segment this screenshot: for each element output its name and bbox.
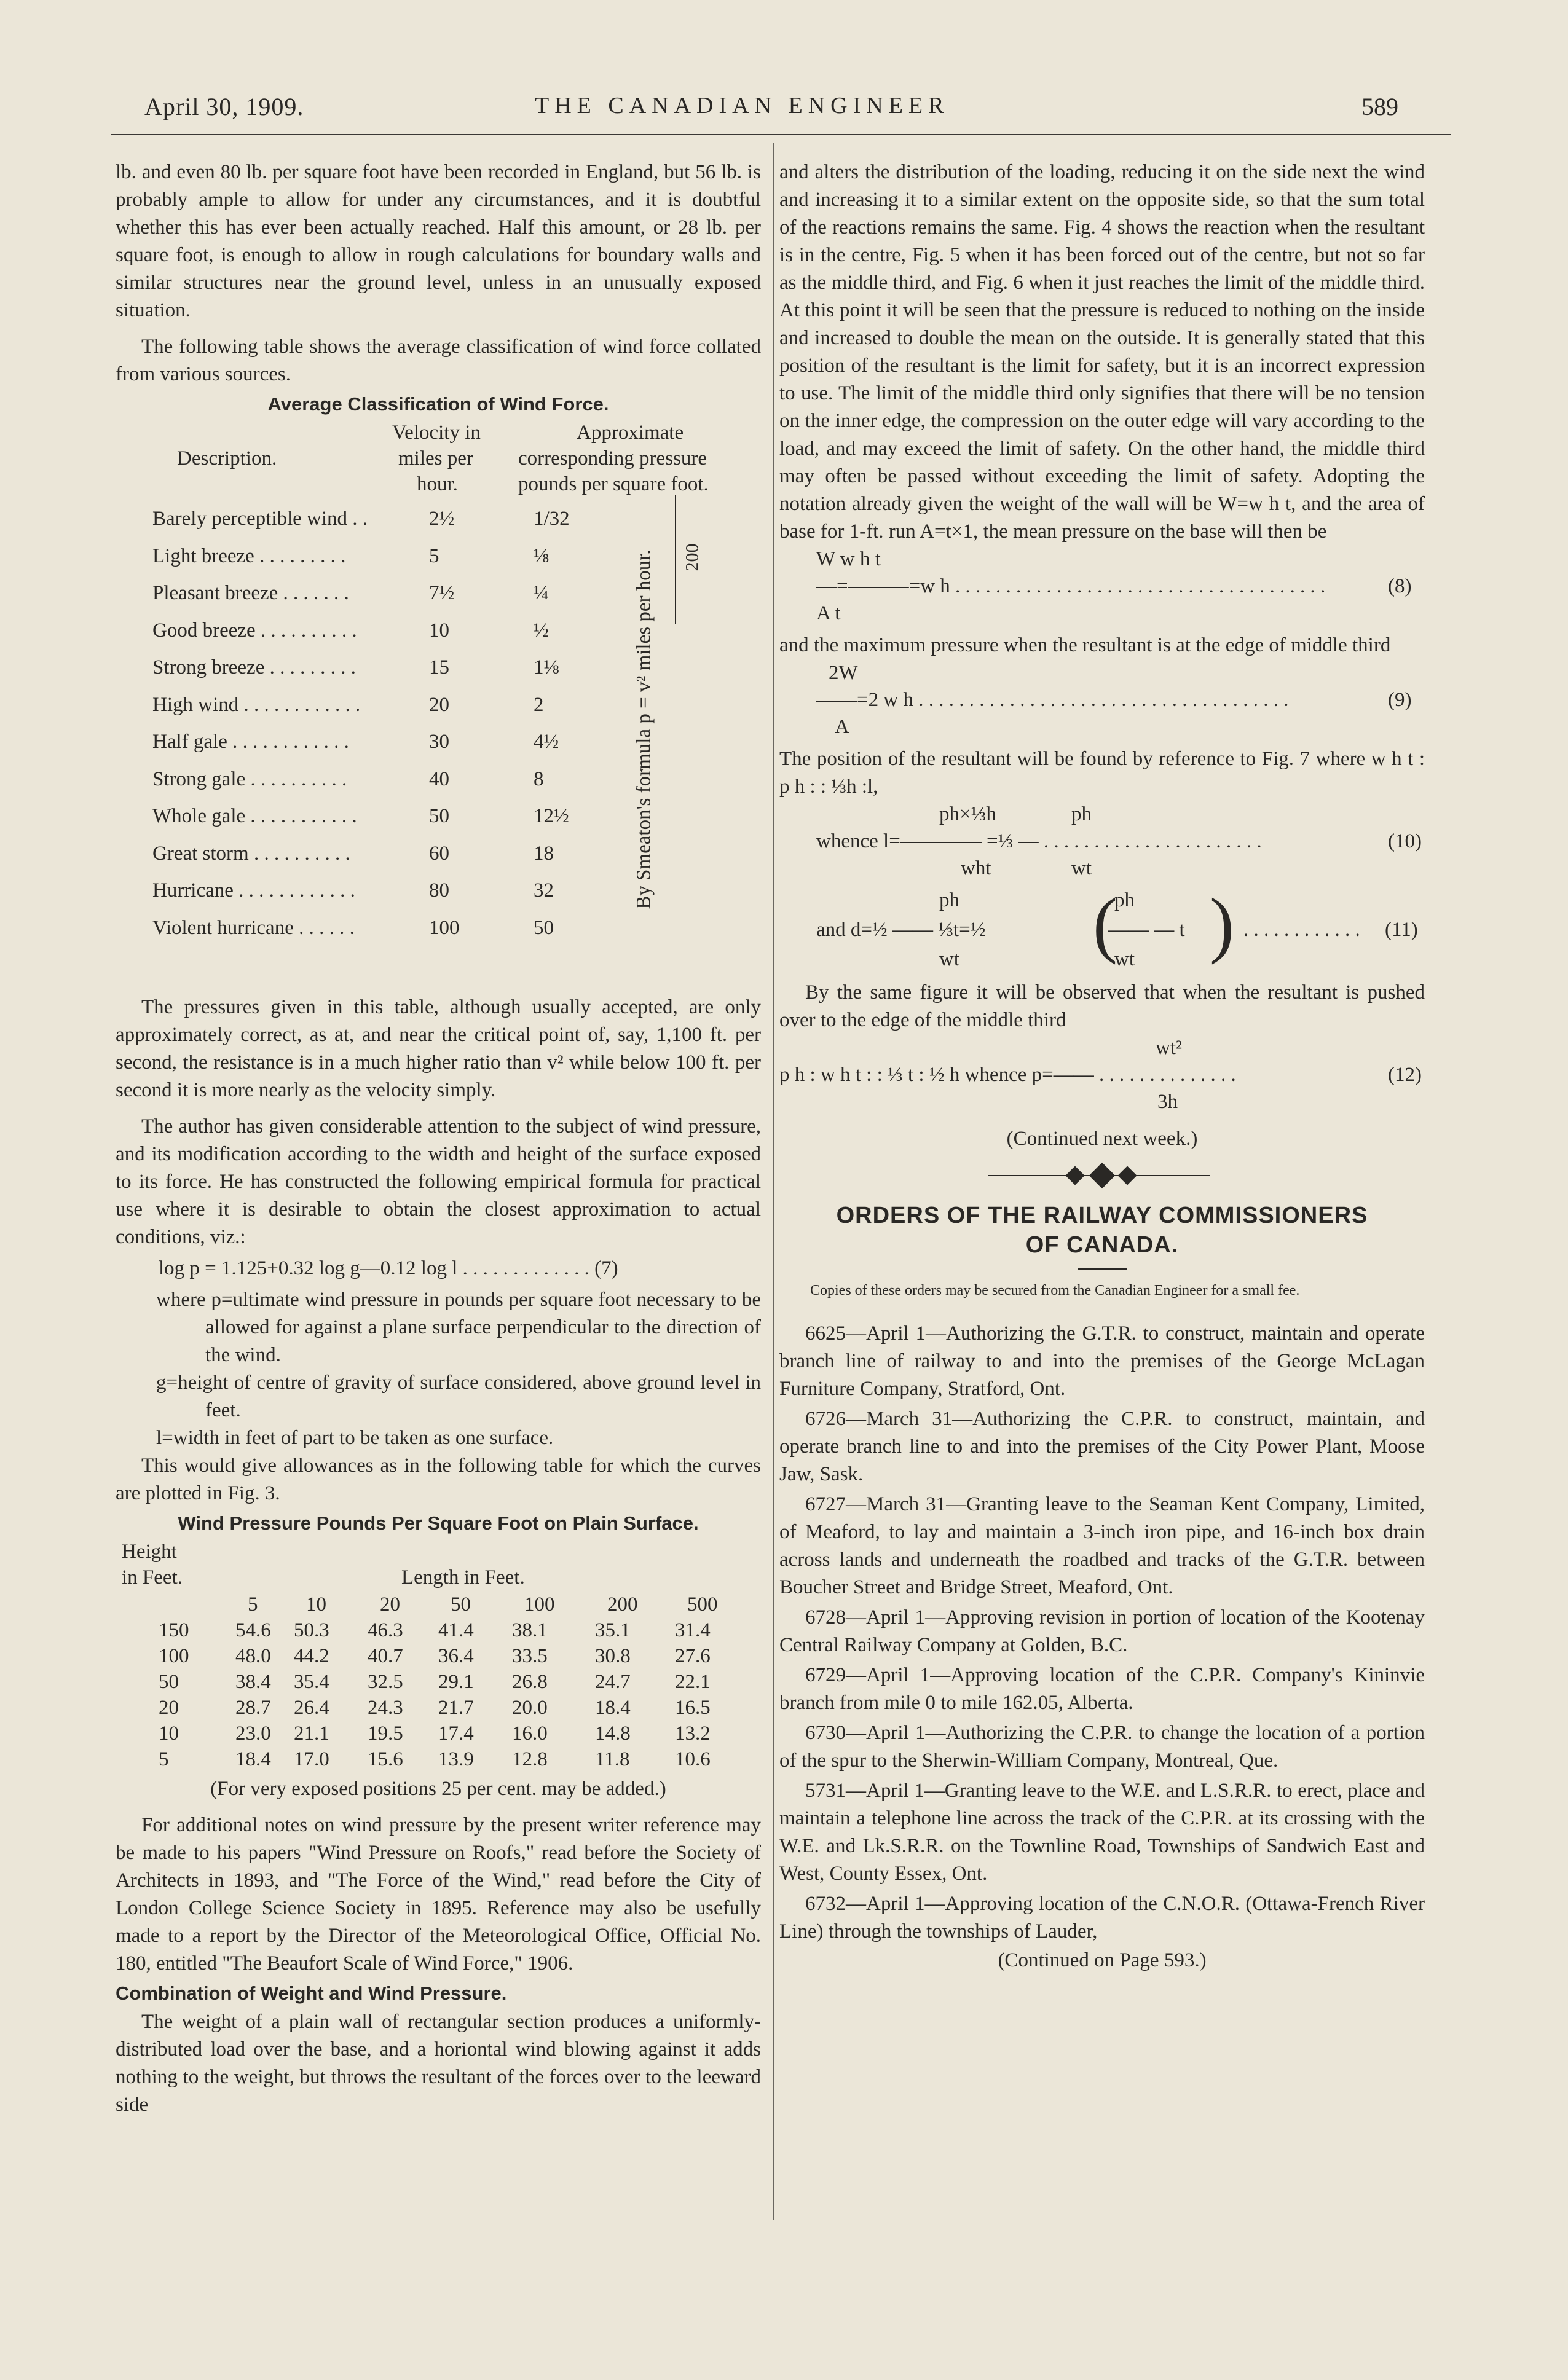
table-cell: 48.0 (235, 1645, 271, 1667)
right-column (779, 159, 1425, 1979)
formula-denominator: 200 (682, 543, 703, 571)
paragraph: and alters the distribution of the loading, reducing it on the side next the wind and increasing it to a similar extent on the opposite side, so that the sum total of the reactions remains the same. Fig. 4 shows the reaction when the resultant is in the centre, Fig. 5 when it has been forced out of the centre, but not so far as the middle third, and Fig. 6 when it just reaches the limit of the middle third. At this point it will be seen that the pressure is reduced to nothing on the inside and increased to double the mean on the outside. It is generally stated that this position of the resultant is the limit for safety, but it is an incorrect expression to use. The limit of the middle third only signifies that there will be no tension on the inner edge, the compression on the outer edge will vary according to the load, and may exceed the limit of safety. On the other hand, the middle third may often be passed without exceeding the limit of safety. Adopting the notation already given the weight of the wall will be W=w h t, and the area of base for 1-ft. run A=t×1, the mean pressure on the base will then be (779, 161, 1425, 543)
formula-top: ph (1114, 889, 1135, 911)
table-cell-pressure: ⅛ (534, 544, 549, 567)
table-cell: 16.0 (512, 1722, 548, 1745)
table-column-header: 500 (687, 1593, 718, 1616)
wind-force-table (116, 419, 761, 994)
order-item (779, 1320, 1425, 1403)
copies-note: Copies of these orders may be secured from the Canadian Engineer for a small fee. (810, 1282, 1300, 1298)
table-cell-description: Hurricane . . . . . . . . . . . . (152, 879, 355, 901)
order-text: 6730—April 1—Authorizing the C.P.R. to change the location of a portion of the spur to the Sherwin-William Company, Montreal, Que. (779, 1722, 1425, 1772)
table-cell-description: Barely perceptible wind . . (152, 508, 368, 530)
formula-top: 2W (829, 662, 858, 684)
table-header-height: Height (122, 1541, 177, 1563)
header-rule (111, 134, 1451, 135)
table-row-height: 10 (159, 1722, 179, 1745)
table-header-description: Description. (177, 447, 277, 469)
table-column-header: 200 (607, 1593, 638, 1616)
order-item (779, 1890, 1425, 1946)
table-cell-pressure: 4½ (534, 731, 559, 753)
order-text: 6727—March 31—Granting leave to the Seaman Kent Company, Limited, of Meaford, to lay and maintain a 3-inch iron pipe, and 16-inch box drain across lands and underneath the roadbed and tracks of the G.T.R. between Boucher Street and Bridge Street, Meaford, Ont. (779, 1493, 1425, 1598)
table-row-height: 50 (159, 1671, 179, 1693)
table-cell-description: Whole gale . . . . . . . . . . . (152, 805, 357, 827)
order-text: 6732—April 1—Approving location of the C.N.O.R. (Ottawa-French River Line) through the townships of Lauder, (779, 1893, 1425, 1942)
formula-top: wt² (1156, 1037, 1182, 1059)
title-rule (1078, 1268, 1127, 1270)
formula-line: ——=2 w h . . . . . . . . . . . . . . . . . . . . . . . . . . . . . . . . . . . . . (816, 689, 1289, 711)
table-row-height: 150 (159, 1619, 189, 1641)
paragraph: The weight of a plain wall of rectangular section produces a uniformly-distributed load over the base, and a horiontal wind blowing against it adds nothing to the weight, but throws the resultant of the forces over to the leeward side (116, 2011, 761, 2116)
table-cell-velocity: 20 (429, 693, 449, 716)
formula-dots: . . . . . . . . . . . . (1243, 919, 1360, 941)
table-cell: 33.5 (512, 1645, 548, 1667)
table-cell: 19.5 (368, 1722, 403, 1745)
formula-line: —— — t (1108, 919, 1185, 941)
table-row (152, 728, 706, 765)
table-cell-description: Great storm . . . . . . . . . . (152, 842, 350, 865)
table-cell-velocity: 80 (429, 879, 449, 901)
table-cell: 41.4 (438, 1619, 474, 1641)
order-text: 6726—March 31—Authorizing the C.P.R. to construct, maintain, and operate branch line to and into the premises of the City Power Plant, Moose Jaw, Sask. (779, 1408, 1425, 1485)
table-cell: 38.4 (235, 1671, 271, 1693)
table-cell: 18.4 (235, 1748, 271, 1770)
table-cell-pressure: 2 (534, 693, 544, 716)
table-cell-description: Strong breeze . . . . . . . . . (152, 656, 356, 678)
paragraph: For additional notes on wind pressure by the present writer reference may be made to his papers "Wind Pressure on Roofs," read before the Society of Architects in 1893, and "The Force of the Wind," read before the City of London College Science Society in 1895. Reference may also be usefully made to a report by the Director of the Meteorological Office, Official No. 180, entitled "The Beaufort Scale of Wind Force," 1906. (116, 1814, 761, 1974)
table-header-velocity: miles per (398, 447, 473, 469)
table-cell: 27.6 (675, 1645, 711, 1667)
header-date: April 30, 1909. (144, 93, 304, 120)
table-cell-velocity: 30 (429, 731, 449, 753)
order-item (779, 1604, 1425, 1659)
table-row (152, 505, 706, 542)
table-cell-pressure: ¼ (534, 582, 549, 604)
table-row (152, 766, 706, 803)
formula-12 (779, 1034, 1425, 1120)
table-cell-description: Half gale . . . . . . . . . . . . (152, 731, 349, 753)
table-header-pressure: Approximate (577, 422, 684, 444)
table-cell: 40.7 (368, 1645, 403, 1667)
column-divider (773, 143, 774, 2220)
table-cell: 23.0 (235, 1722, 271, 1745)
formula-definitions (116, 1286, 761, 1452)
left-paren: ( (1093, 883, 1117, 965)
table-cell: 31.4 (675, 1619, 711, 1641)
table-cell-pressure: 50 (534, 916, 554, 939)
formula-line: p h : w h t : : ⅓ t : ½ h whence p=—— . . . . . . . . . . . . . . (779, 1064, 1236, 1086)
table-header-pressure: pounds per square foot. (518, 473, 709, 495)
table-row (152, 617, 706, 654)
table-row-height: 20 (159, 1697, 179, 1719)
table-cell: 12.8 (512, 1748, 548, 1770)
order-text: 5731—April 1—Granting leave to the W.E. and L.S.R.R. to erect, place and maintain a telephone line across the track of the C.P.R. at its crossing with the W.E. and Lk.S.R.R. on the Townline Road, Townships of Sandwich East and West, County Essex, Ont. (779, 1780, 1425, 1885)
definition: where p=ultimate wind pressure in pounds per square foot necessary to be allowed for against a plane surface perpendicular to the direction of the wind. (156, 1289, 761, 1366)
ornament-divider (779, 1158, 1425, 1195)
table-header-velocity: hour. (417, 473, 458, 495)
formula-bottom: 3h (1157, 1091, 1178, 1113)
equation-number: (11) (1385, 919, 1418, 941)
paragraph: By the same figure it will be observed that when the resultant is pushed over to the edge of the middle third (779, 981, 1425, 1031)
table-row-height: 100 (159, 1645, 189, 1667)
continued-next-week: (Continued next week.) (1006, 1128, 1198, 1150)
paragraph: and the maximum pressure when the resultant is at the edge of middle third (779, 634, 1391, 656)
table-cell: 36.4 (438, 1645, 474, 1667)
table-column-header: 20 (380, 1593, 400, 1616)
table-title-pressure: Wind Pressure Pounds Per Square Foot on Plain Surface. (178, 1512, 699, 1534)
table-cell: 16.5 (675, 1697, 711, 1719)
table-cell: 29.1 (438, 1671, 474, 1693)
table-row (152, 840, 706, 877)
formula-rule (675, 495, 676, 624)
table-cell: 15.6 (368, 1748, 403, 1770)
formula-bottom: wht (961, 857, 991, 879)
table-cell-velocity: 7½ (429, 582, 455, 604)
table-cell-description: Violent hurricane . . . . . . (152, 916, 355, 939)
formula-bottom: wt (939, 948, 959, 970)
table-row (152, 877, 706, 914)
formula-10 (779, 801, 1425, 887)
formula-top: W w h t (816, 548, 881, 570)
order-text: 6728—April 1—Approving revision in portion of location of the Kootenay Central Railway Company at Golden, B.C. (779, 1606, 1425, 1656)
table-title-wind-force: Average Classification of Wind Force. (267, 393, 609, 415)
table-cell-pressure: ½ (534, 619, 549, 642)
table-cell-description: Light breeze . . . . . . . . . (152, 544, 346, 567)
smeaton-formula-text: By Smeaton's formula p = v² miles per hour. (632, 549, 655, 909)
paragraph: This would give allowances as in the following table for which the curves are plotted in Fig. 3. (116, 1455, 761, 1504)
table-cell: 20.0 (512, 1697, 548, 1719)
formula-bottom: A t (816, 602, 841, 624)
table-cell-description: Strong gale . . . . . . . . . . (152, 768, 347, 790)
order-item (779, 1719, 1425, 1775)
formula-bottom: wt (1071, 857, 1092, 879)
table-cell-pressure: 18 (534, 842, 554, 865)
table-cell-description: Good breeze . . . . . . . . . . (152, 619, 357, 642)
paragraph: The author has given considerable attention to the subject of wind pressure, and its modification according to the width and height of the surface exposed to its force. He has constructed the following empirical formula for practical use where it is desirable to obtain the closest approximation to actual conditions, viz.: (116, 1115, 761, 1248)
table-cell-pressure: 8 (534, 768, 544, 790)
table-cell: 38.1 (512, 1619, 548, 1641)
continued-on-page: (Continued on Page 593.) (998, 1949, 1207, 1971)
formula-line: log p = 1.125+0.32 log g—0.12 log l . . . . . . . . . . . . . (7) (159, 1257, 618, 1279)
table-column-header: 10 (306, 1593, 326, 1616)
table-cell-velocity: 15 (429, 656, 449, 678)
table-cell: 54.6 (235, 1619, 271, 1641)
order-text: 6625—April 1—Authorizing the G.T.R. to construct, maintain and operate branch line of railway to and into the premises of the George McLagan Furniture Company, Stratford, Ont. (779, 1322, 1425, 1400)
table-row (152, 654, 706, 691)
order-item (779, 1405, 1425, 1488)
formula-line: —=———=w h . . . . . . . . . . . . . . . . . . . . . . . . . . . . . . . . . . . . . (816, 575, 1326, 597)
formula-bottom: wt (1114, 948, 1135, 970)
table-cell-description: High wind . . . . . . . . . . . . (152, 693, 361, 716)
table-cell: 26.4 (294, 1697, 329, 1719)
right-paren: ) (1210, 883, 1234, 965)
table-cell: 14.8 (595, 1722, 631, 1745)
table-cell: 13.9 (438, 1748, 474, 1770)
table-cell-velocity: 2½ (429, 508, 455, 530)
table-cell: 10.6 (675, 1748, 711, 1770)
paragraph: lb. and even 80 lb. per square foot have been recorded in England, but 56 lb. is probably ample to allow for under any circumstances, and it is doubtful whether this has ever been actually reached. Half this amount, or 28 lb. per square foot, is enough to allow in rough calculations for boundary walls and similar structures near the ground level, unless in an unusually exposed situation. (116, 161, 761, 321)
definition: g=height of centre of gravity of surface considered, above ground level in feet. (156, 1372, 761, 1421)
section-heading: Combination of Weight and Wind Pressure. (116, 1982, 507, 2004)
formula-9 (779, 659, 1425, 745)
table-row (152, 543, 706, 579)
formula-7 (116, 1255, 761, 1282)
table-cell: 44.2 (294, 1645, 329, 1667)
table-cell-pressure: 1/32 (534, 508, 570, 530)
equation-number: (9) (1388, 689, 1412, 711)
paragraph: The pressures given in this table, although usually accepted, are only approximately correct, as at, and near the critical point of, say, 1,100 ft. per second, the resistance is in a much higher ratio than v² while below 100 ft. per second it is more nearly as the velocity simply. (116, 996, 761, 1101)
orders-list (779, 1320, 1425, 1946)
paragraph: The following table shows the average classification of wind force collated from various sources. (116, 336, 761, 385)
table-cell: 35.1 (595, 1619, 631, 1641)
table-row (152, 803, 706, 839)
table-cell: 21.7 (438, 1697, 474, 1719)
table-cell: 24.7 (595, 1671, 631, 1693)
table-cell-velocity: 60 (429, 842, 449, 865)
table-cell-pressure: 1⅛ (534, 656, 559, 678)
formula-top: ph (1071, 803, 1092, 825)
table-cell: 26.8 (512, 1671, 548, 1693)
table-cell: 28.7 (235, 1697, 271, 1719)
formula-line: whence l=———— =⅓ — . . . . . . . . . . . . . . . . . . . . . . (816, 830, 1262, 852)
table-cell: 17.4 (438, 1722, 474, 1745)
table-cell: 17.0 (294, 1748, 329, 1770)
table-cell: 18.4 (595, 1697, 631, 1719)
table-header-velocity: Velocity in (392, 422, 481, 444)
table-column-header: 50 (451, 1593, 471, 1616)
table-row (152, 914, 706, 951)
table-header-length: Length in Feet. (401, 1566, 525, 1589)
table-row (152, 579, 706, 616)
table-cell: 30.8 (595, 1645, 631, 1667)
equation-number: (8) (1388, 575, 1412, 597)
formula-11 (779, 883, 1425, 979)
order-item (779, 1491, 1425, 1601)
table-cell-velocity: 5 (429, 544, 439, 567)
definition: l=width in feet of part to be taken as one surface. (156, 1427, 554, 1449)
order-item (779, 1777, 1425, 1888)
table-cell: 46.3 (368, 1619, 403, 1641)
table-cell: 50.3 (294, 1619, 329, 1641)
formula-bottom: A (835, 716, 849, 738)
table-row-height: 5 (159, 1748, 169, 1770)
table-header-pressure: corresponding pressure (518, 447, 707, 469)
table-cell-velocity: 50 (429, 805, 449, 827)
table-cell-velocity: 40 (429, 768, 449, 790)
orders-title: OF CANADA. (1025, 1232, 1179, 1258)
table-column-header: 100 (524, 1593, 555, 1616)
table-cell: 13.2 (675, 1722, 711, 1745)
table-cell: 24.3 (368, 1697, 403, 1719)
table-cell-velocity: 10 (429, 619, 449, 642)
table-note: (For very exposed positions 25 per cent. may be added.) (210, 1778, 666, 1800)
table-cell-velocity: 100 (429, 916, 460, 939)
formula-line: and d=½ —— ⅓t=½ (816, 919, 986, 941)
table-cell: 35.4 (294, 1671, 329, 1693)
table-column-header: 5 (248, 1593, 258, 1616)
formula-8 (779, 546, 1425, 632)
table-header-height: in Feet. (122, 1566, 183, 1589)
equation-number: (10) (1388, 830, 1422, 852)
pressure-table (116, 1538, 761, 1772)
order-text: 6729—April 1—Approving location of the C.P.R. Company's Kininvie branch from mile 0 to mile 162.05, Alberta. (779, 1664, 1425, 1714)
orders-title: ORDERS OF THE RAILWAY COMMISSIONERS (836, 1203, 1368, 1228)
table-cell: 11.8 (595, 1748, 630, 1770)
table-cell-description: Pleasant breeze . . . . . . . (152, 582, 349, 604)
left-column (116, 159, 761, 2119)
table-cell-pressure: 32 (534, 879, 554, 901)
table-cell-pressure: 12½ (534, 805, 569, 827)
table-cell: 21.1 (294, 1722, 329, 1745)
header-journal-title: THE CANADIAN ENGINEER (535, 93, 950, 119)
smeaton-formula-side (626, 487, 724, 972)
paragraph: The position of the resultant will be found by reference to Fig. 7 where w h t : p h : : ⅓h :l, (779, 748, 1425, 798)
formula-top: ph (939, 889, 959, 911)
table-cell: 32.5 (368, 1671, 403, 1693)
equation-number: (12) (1388, 1064, 1422, 1086)
table-cell: 22.1 (675, 1671, 711, 1693)
order-item (779, 1662, 1425, 1717)
formula-top: ph×⅓h (939, 803, 996, 825)
header-page-number: 589 (1361, 93, 1398, 120)
table-row (152, 691, 706, 728)
